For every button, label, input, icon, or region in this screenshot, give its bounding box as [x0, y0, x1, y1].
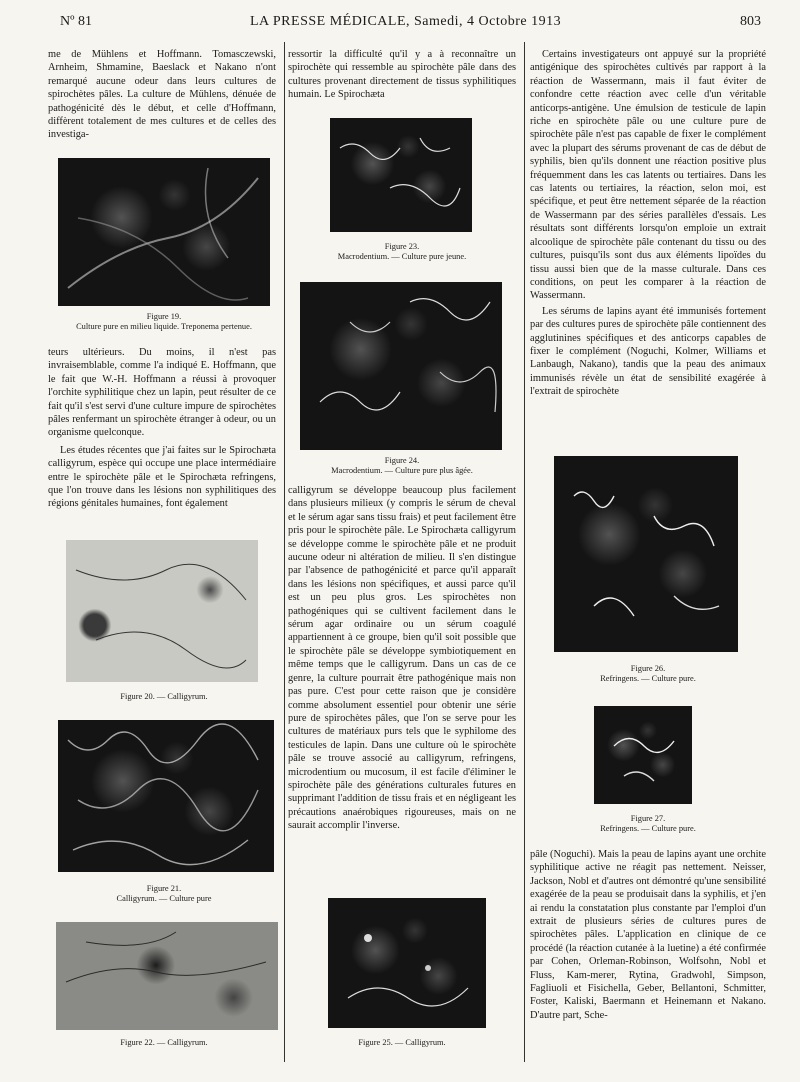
- column-1-middle: [48, 346, 276, 511]
- figure-24-image: [300, 282, 502, 450]
- figure-27-caption: [530, 814, 766, 834]
- paragraph: teurs ultérieurs. Du moins, il n'est pas invraisemblable, comme l'a indiqué E. Hoffmann, que le fait que W.-H. Hoffmann a réussi à provoquer l'orchite syphilitique chez un lapin, peut résulter de ce fait qu'il s'est servi d'une culture impure de spirochètes pâles renfermant un spirochète étranger à odeur, ou un organisme quelconque.: [48, 347, 276, 439]
- figure-21-description: Calligyrum. — Culture pure: [116, 894, 212, 903]
- page-number: 803: [740, 14, 761, 29]
- figure-21-image: [58, 720, 274, 872]
- figure-23-label: Figure 23.: [384, 242, 420, 251]
- paragraph: Les études récentes que j'ai faites sur le Spirochæta calligyrum, espèce qui occupe une place intermédiaire entre le spirochète pâle et le Spirochæta refringens, que l'on trouve dans les lésions non syphilitiques des régions génitales humaines, font également: [48, 444, 276, 510]
- figure-20-image: [66, 540, 258, 682]
- page-header: [0, 0, 800, 36]
- figure-20-caption: Figure 20. — Calligyrum.: [120, 692, 208, 701]
- figure-26-caption: [530, 664, 766, 684]
- paragraph: me de Mühlens et Hoffmann. Tomasczewski, Arnheim, Shmamine, Baeslack et Nakano n'ont remarqué aucune odeur dans leurs cultures de spirochètes pâles. La culture de Mühlens, dénuée de pathogénicité dès le début, et celle d'Hoffmann, diffèrent totalement de mes cultures et de celles des investiga-: [48, 49, 276, 141]
- paragraph: Certains investigateurs ont appuyé sur la propriété antigénique des spirochètes cultivés par rapport à la réaction de Wassermann, mais il faut éviter de confondre cette réaction avec celle d'un véritable anticorps-antigène. Une émulsion de testicule de lapin riche en spirochète pâle ou une culture pure de spirochète pâle n'est pas capable de fixer le complément avec la plupart des sérums provenant de cas de début de syphilis, bien qu'ils donnent une réaction positive plus fréquemment dans les cas latents ou tertiaires. Dans les cas latents ou tertiaires, la réaction, selon moi, est spécifique, et peut être nettement séparée de la réaction de Wassermann par des séries parallèles d'essais. Les résultats sont différents lorsqu'on emploie un extrait alcoolique de spirochète pâle contenant du tissu ou des cultures, puisqu'ils sont dus aux éléments lipoïdes du tissu aussi bien que de la masse culturale. Dans ces conditions, on peut les comparer à la réaction de Wassermann.: [530, 49, 766, 302]
- column-2-top: [288, 48, 516, 102]
- figure-23-image: [330, 118, 472, 232]
- figure-26-image: [554, 456, 738, 652]
- column-divider-1: [284, 42, 285, 1062]
- figure-19-description: Culture pure en milieu liquide. Treponema pertenue.: [76, 322, 252, 331]
- paragraph: calligyrum se développe beaucoup plus facilement dans plusieurs milieux (y compris le sérum de cheval et le sérum agar sans tissu frais) et peut facilement être pris pour le spirochète pâle. Le Spirochæta calligyrum se développe comme le spirochète pâle et ne produit aucune odeur ni altération de milieu. Il s'en distingue par l'absence de pathogénicité et parce qu'il apparaît dans les lésions non spécifiques, et aussi parce qu'il est un peu plus gros. Les spirochètes non pathogéniques qui se cultivent facilement dans le sérum agar ordinaire ou un sérum coagulé appartiennent à ce groupe, bien qu'il soit possible que le spirochète pâle se développe symbiotiquement en même temps que le calligyrum. Dans un cas de ce genre, la culture pourrait être pathogénique mais non pas pure. C'est pour cette raison que je considère comme absolument essentiel pour obtenir une série pure de spirochètes pâles, que l'on se serve pour les cultures de matériaux purs tels que le syphilome des testicules de lapin. Dans une culture où le spirochète pâle se trouve associé au calligyrum, refringens, microdentium ou mucosum, il est facile d'éliminer le spirochète pâle des générations culturales futures en supprimant l'addition de tissu frais et en négligeant les précautions anaérobiques rigoureuses, mais on ne saurait accomplir l'inverse.: [288, 485, 516, 832]
- column-3-top: [530, 48, 766, 399]
- column-2-bottom: [288, 484, 516, 833]
- figure-23-description: Macrodentium. — Culture pure jeune.: [337, 252, 467, 261]
- column-3-bottom: [530, 848, 766, 1022]
- figure-21-label: Figure 21.: [146, 884, 182, 893]
- figure-27-description: Refringens. — Culture pure.: [600, 824, 696, 833]
- column-divider-2: [524, 42, 525, 1062]
- figure-24-label: Figure 24.: [384, 456, 420, 465]
- figure-24-description: Macrodentium. — Culture pure plus âgée.: [331, 466, 473, 475]
- figure-22-image: [56, 922, 278, 1030]
- figure-27-image: [594, 706, 692, 804]
- paragraph: ressortir la difficulté qu'il y a à reconnaître un spirochète qui ressemble au spirochète pâle dans des cultures provenant directement de tissus syphilitiques humain. Le Spirochæta: [288, 49, 516, 101]
- figure-21-caption: [48, 884, 280, 904]
- figure-25-caption: Figure 25. — Calligyrum.: [358, 1038, 446, 1047]
- figure-22-caption: Figure 22. — Calligyrum.: [120, 1038, 208, 1047]
- figure-19-caption: [48, 312, 280, 332]
- issue-number: Nº 81: [60, 14, 92, 29]
- journal-title: LA PRESSE MÉDICALE, Samedi, 4 Octobre 1913: [250, 14, 562, 29]
- paragraph: pâle (Noguchi). Mais la peau de lapins ayant une orchite syphilitique active ne réagit pas nettement. Neisser, Jackson, Nobl et d'autres ont démontré qu'une sensibilité exagérée de la peau se produisait dans la syphilis, et j'en ai rendu la constatation plus constante par l'emploi d'un extrait de plusieurs séries de cultures pures de spirochètes pâles. L'application en clinique de ce procédé (la réaction cutanée à la luetine) a été confirmée par Cohen, Orleman-Robinson, Wolfsohn, Nobl et Fluss, Kam-merer, Rytina, Gradwohl, Simpson, Fagliuoli et Fisichella, Geber, Bellantoni, Schmitter, Foster, Kaliski, Baermann et Heinemann et Nakano. D'autre part, Sche-: [530, 849, 766, 1021]
- figure-23-caption: [288, 242, 516, 262]
- figure-19-image: [58, 158, 270, 306]
- column-1-top: [48, 48, 276, 142]
- figure-27-label: Figure 27.: [630, 814, 666, 823]
- figure-24-caption: [288, 456, 516, 476]
- figure-26-description: Refringens. — Culture pure.: [600, 674, 696, 683]
- figure-19-label: Figure 19.: [146, 312, 182, 321]
- paragraph: Les sérums de lapins ayant été immunisés fortement par des cultures pures de spirochète pâle contiennent des agglutinines spécifiques et des anticorps capables de fixer le complément (Noguchi, Kolmer, Williams et Lanbaugh, Nakano), tandis que la peau des animaux immunisés révèle un état de sensibilité exagérée à l'extrait de spirochète: [530, 305, 766, 398]
- figure-25-image: [328, 898, 486, 1028]
- figure-26-label: Figure 26.: [630, 664, 666, 673]
